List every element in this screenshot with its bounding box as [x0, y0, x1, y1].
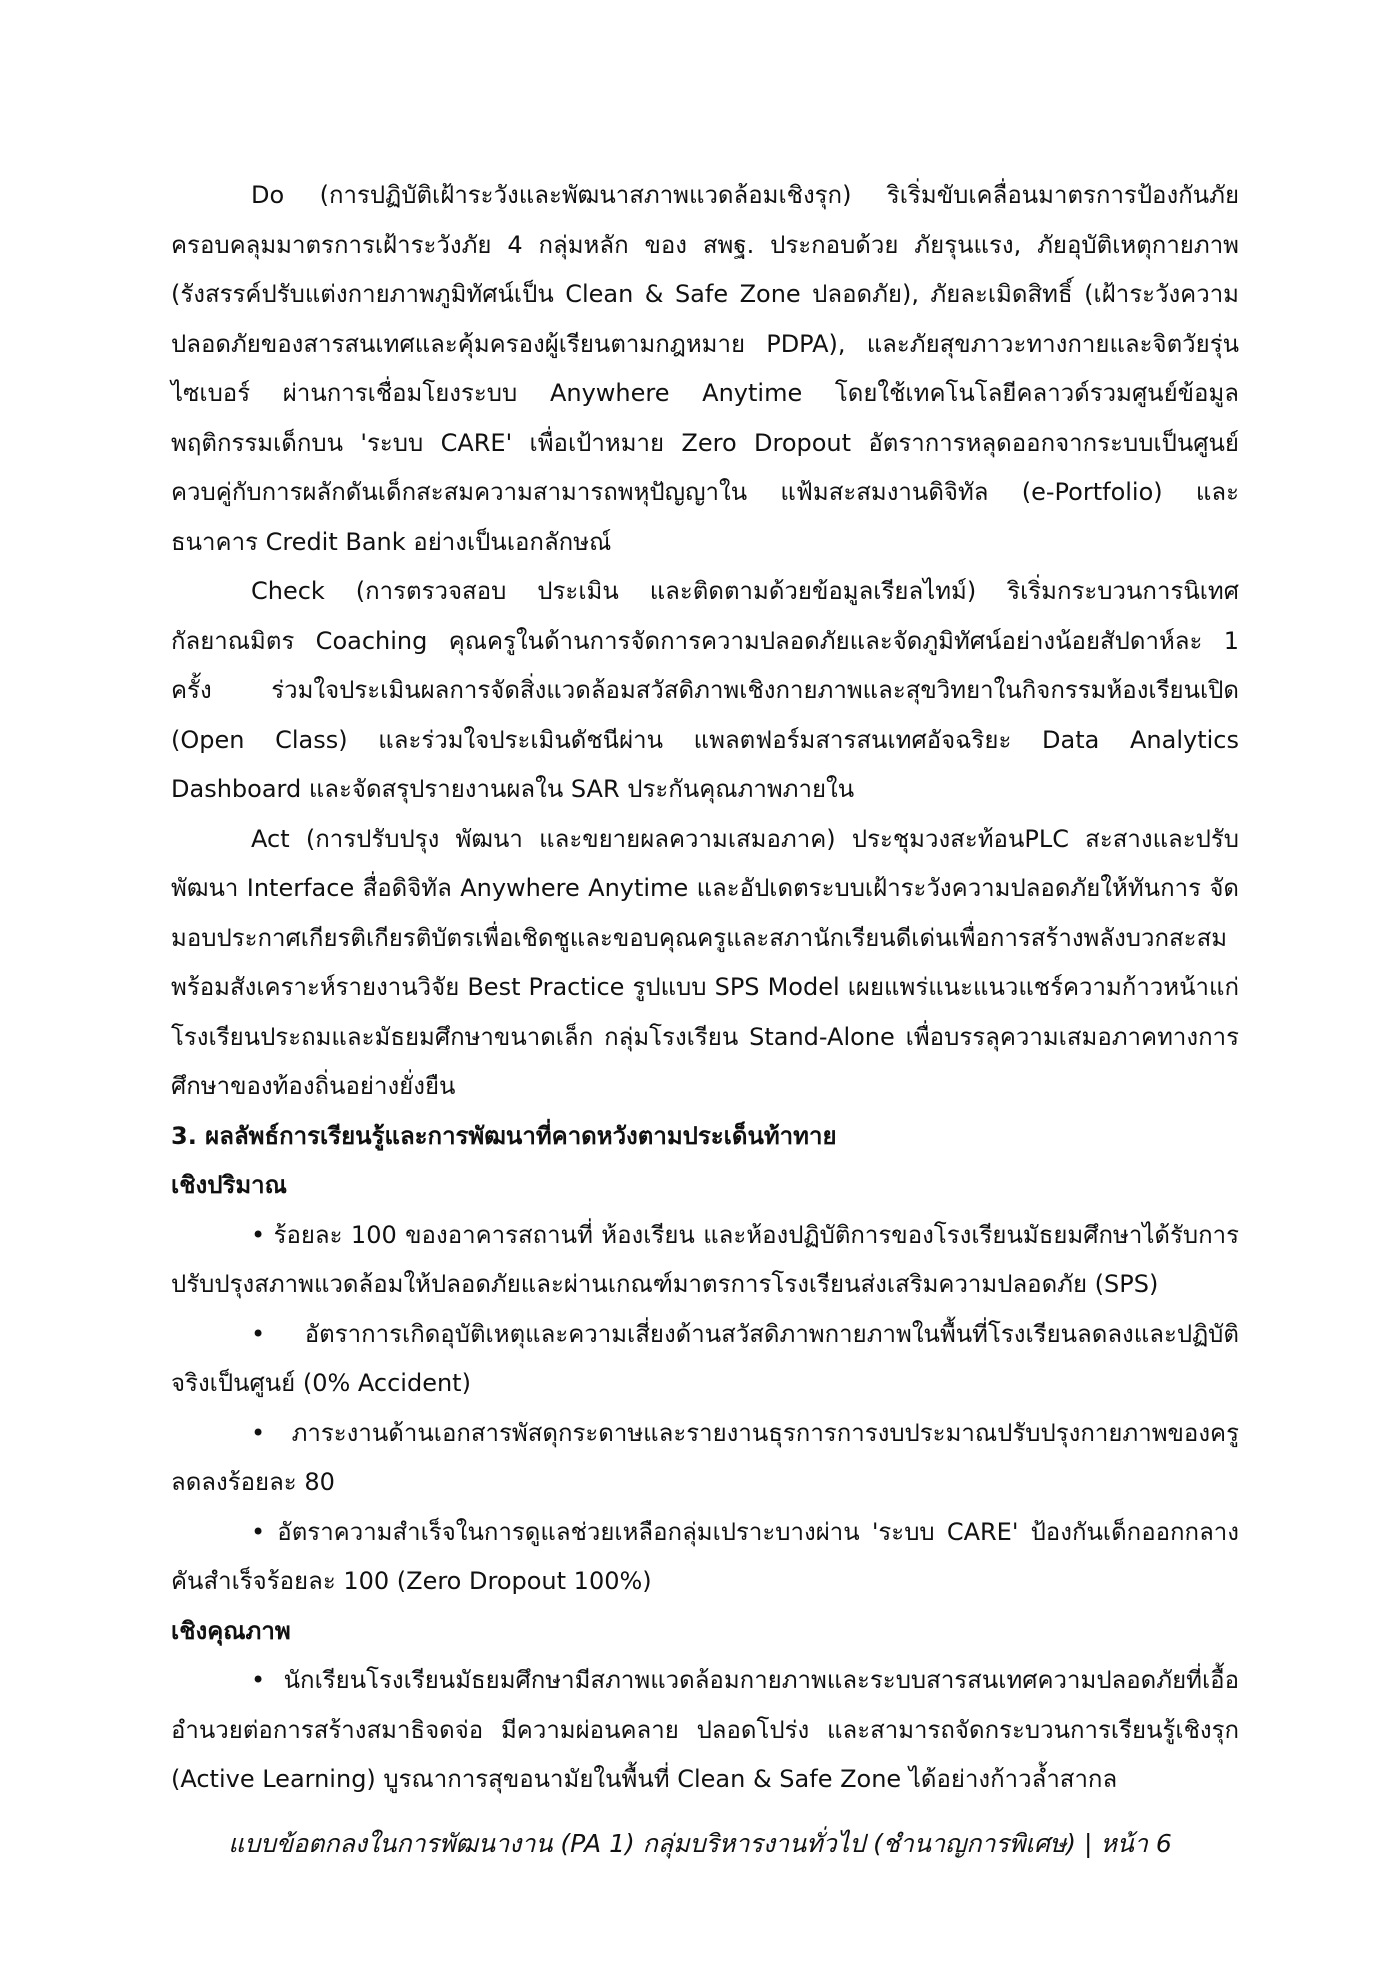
- page-content: [171, 171, 1239, 1805]
- section-3-title: 3. ผลลัพธ์การเรียนรู้และการพัฒนาที่คาดหวังตามประเด็นท้าทาย: [171, 1121, 837, 1150]
- quantitative-item: • ร้อยละ 100 ของอาคารสถานที่ ห้องเรียน และห้องปฏิบัติการของโรงเรียนมัธยมศึกษาได้รับการปรับปรุงสภาพแวดล้อมให้ปลอดภัยและผ่านเกณฑ์มาตรการโรงเรียนส่งเสริมความปลอดภัย (SPS): [171, 1220, 1239, 1298]
- quantitative-item: • อัตราความสำเร็จในการดูแลช่วยเหลือกลุ่มเปราะบางผ่าน 'ระบบ CARE' ป้องกันเด็กออกกลางคันสำเร็จร้อยละ 100 (Zero Dropout 100%): [171, 1517, 1239, 1595]
- paragraph-check: Check (การตรวจสอบ ประเมิน และติดตามด้วยข้อมูลเรียลไทม์) ริเริ่มกระบวนการนิเทศกัลยาณมิตร Coaching คุณครูในด้านการจัดการความปลอดภัยและจัดภูมิทัศน์อย่างน้อยสัปดาห์ละ 1 ครั้ง ร่วมใจประเมินผลการจัดสิ่งแวดล้อมสวัสดิภาพเชิงกายภาพและสุขวิทยาในกิจกรรมห้องเรียนเปิด (Open Class) และร่วมใจประเมินดัชนีผ่าน แพลตฟอร์มสารสนเทศอัจฉริยะ Data Analytics Dashboard และจัดสรุปรายงานผลใน SAR ประกันคุณภาพภายใน: [171, 577, 1239, 803]
- quantitative-item: • อัตราการเกิดอุบัติเหตุและความเสี่ยงด้านสวัสดิภาพกายภาพในพื้นที่โรงเรียนลดลงและปฏิบัติจริงเป็นศูนย์ (0% Accident): [171, 1319, 1239, 1397]
- quantitative-item: • ภาระงานด้านเอกสารพัสดุกระดาษและรายงานธุรการการงบประมาณปรับปรุงกายภาพของครูลดลงร้อยละ 80: [171, 1418, 1239, 1496]
- paragraph-act: Act (การปรับปรุง พัฒนา และขยายผลความเสมอภาค) ประชุมวงสะท้อนPLC สะสางและปรับพัฒนา Interface สื่อดิจิทัล Anywhere Anytime และอัปเดตระบบเฝ้าระวังความปลอดภัยให้ทันการ จัดมอบประกาศเกียรติเกียรติบัตรเพื่อเชิดชูและขอบคุณครูและสภานักเรียนดีเด่นเพื่อการสร้างพลังบวกสะสม พร้อมสังเคราะห์รายงานวิจัย Best Practice รูปแบบ SPS Model เผยแพร่แนะแนวแชร์ความก้าวหน้าแก่โรงเรียนประถมและมัธยมศึกษาขนาดเล็ก กลุ่มโรงเรียน Stand-Alone เพื่อบรรลุความเสมอภาคทางการศึกษาของท้องถิ่นอย่างยั่งยืน: [171, 824, 1239, 1100]
- quantitative-heading: เชิงปริมาณ: [171, 1171, 287, 1199]
- paragraph-do: Do (การปฏิบัติเฝ้าระวังและพัฒนาสภาพแวดล้อมเชิงรุก) ริเริ่มขับเคลื่อนมาตรการป้องกันภัยครอบคลุมมาตรการเฝ้าระวังภัย 4 กลุ่มหลัก ของ สพฐ. ประกอบด้วย ภัยรุนแรง, ภัยอุบัติเหตุกายภาพ (รังสรรค์ปรับแต่งกายภาพภูมิทัศน์เป็น Clean & Safe Zone ปลอดภัย), ภัยละเมิดสิทธิ์ (เฝ้าระวังความปลอดภัยของสารสนเทศและคุ้มครองผู้เรียนตามกฎหมาย PDPA), และภัยสุขภาวะทางกายและจิตวัยรุ่นไซเบอร์ ผ่านการเชื่อมโยงระบบ Anywhere Anytime โดยใช้เทคโนโลยีคลาวด์รวมศูนย์ข้อมูลพฤติกรรมเด็กบน 'ระบบ CARE' เพื่อเป้าหมาย Zero Dropout อัตราการหลุดออกจากระบบเป็นศูนย์ ควบคู่กับการผลักดันเด็กสะสมความสามารถพหุปัญญาใน แฟ้มสะสมงานดิจิทัล (e-Portfolio) และธนาคาร Credit Bank อย่างเป็นเอกลักษณ์: [171, 181, 1239, 556]
- page-footer: แบบข้อตกลงในการพัฒนางาน (PA 1) กลุ่มบริหารงานทั่วไป (ชำนาญการพิเศษ) | หน้า 6: [228, 1829, 1172, 1858]
- qualitative-heading: เชิงคุณภาพ: [171, 1616, 291, 1645]
- qualitative-item: • นักเรียนโรงเรียนมัธยมศึกษามีสภาพแวดล้อมกายภาพและระบบสารสนเทศความปลอดภัยที่เอื้ออำนวยต่อการสร้างสมาธิจดจ่อ มีความผ่อนคลาย ปลอดโปร่ง และสามารถจัดกระบวนการเรียนรู้เชิงรุก (Active Learning) บูรณาการสุขอนามัยในพื้นที่ Clean & Safe Zone ได้อย่างก้าวล้ำสากล: [171, 1666, 1239, 1793]
